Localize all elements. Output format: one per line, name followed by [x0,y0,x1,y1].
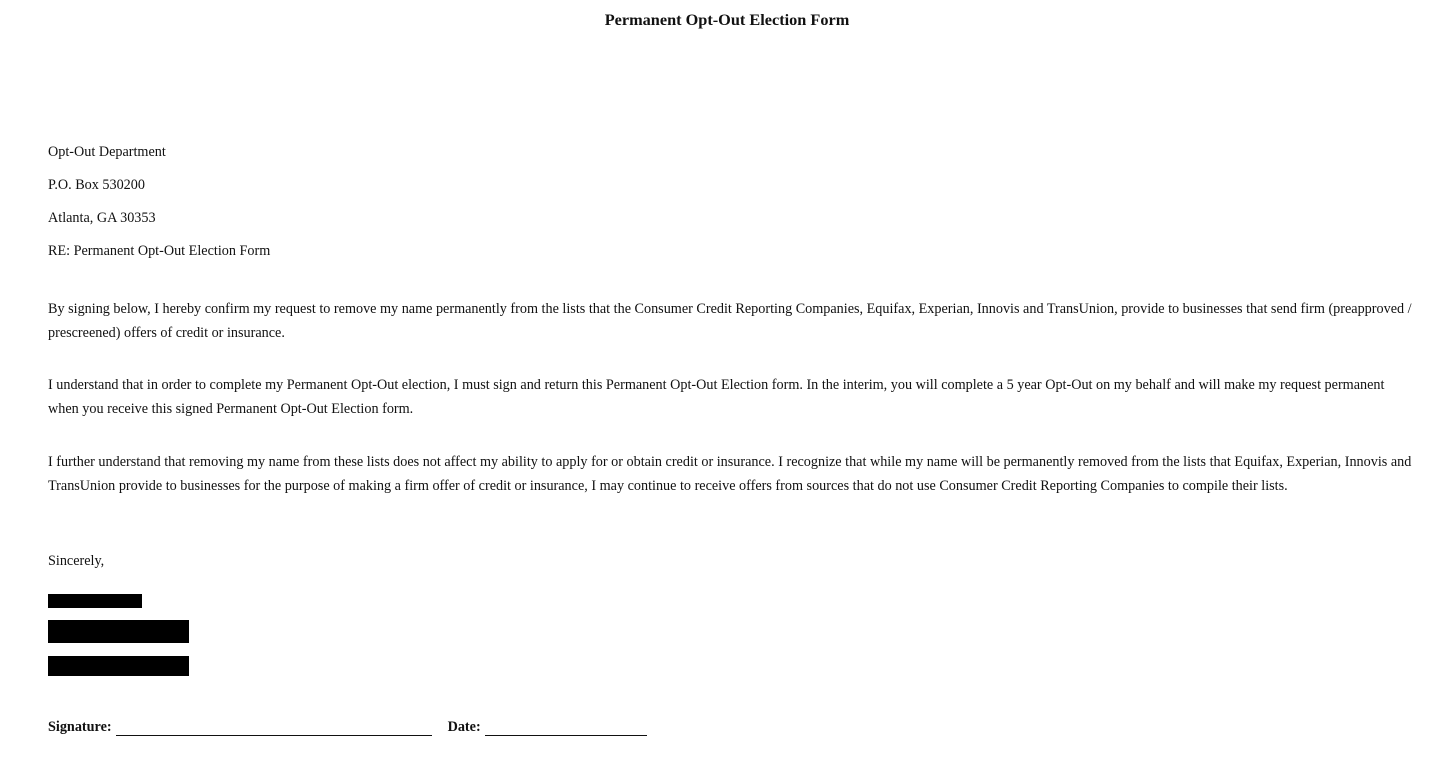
paragraph-acknowledgement: I further understand that removing my name from these lists does not affect my ability to apply for or obtain credit or insurance. I recognize that while my name will be permanently removed from the lists that Equifax, Experian, Innovis and TransUnion provide to businesses for the purpose of making a firm offer of credit or insurance, I may continue to receive offers from sources that do not use Consumer Credit Reporting Companies to compile their lists. [48,454,1412,494]
address-department: Opt-Out Department [48,144,166,160]
paragraph-confirmation: By signing below, I hereby confirm my request to remove my name permanently from the lists that the Consumer Credit Reporting Companies, Equifax, Experian, Innovis and TransUnion, provide to businesses that send firm (preapproved / prescreened) offers of credit or insurance. [48,301,1412,341]
address-po-box: P.O. Box 530200 [48,177,145,193]
signature-label: Signature: [48,719,112,735]
paragraph-interim: I understand that in order to complete my Permanent Opt-Out election, I must sign and return this Permanent Opt-Out Election form. In the interim, you will complete a 5 year Opt-Out on my behalf and will make my request permanent when you receive this signed Permanent Opt-Out Election form. [48,377,1385,417]
date-label: Date: [447,719,481,735]
redacted-name [48,594,142,608]
document-title: Permanent Opt-Out Election Form [604,10,850,29]
re-line: RE: Permanent Opt-Out Election Form [48,243,271,259]
date-line[interactable] [485,719,647,736]
redacted-address-line-2 [48,656,189,676]
signature-row [48,719,647,736]
redacted-address-line-1 [48,620,189,643]
signature-line[interactable] [116,719,432,736]
closing-sincerely: Sincerely, [48,553,105,569]
address-city-state-zip: Atlanta, GA 30353 [48,210,156,226]
